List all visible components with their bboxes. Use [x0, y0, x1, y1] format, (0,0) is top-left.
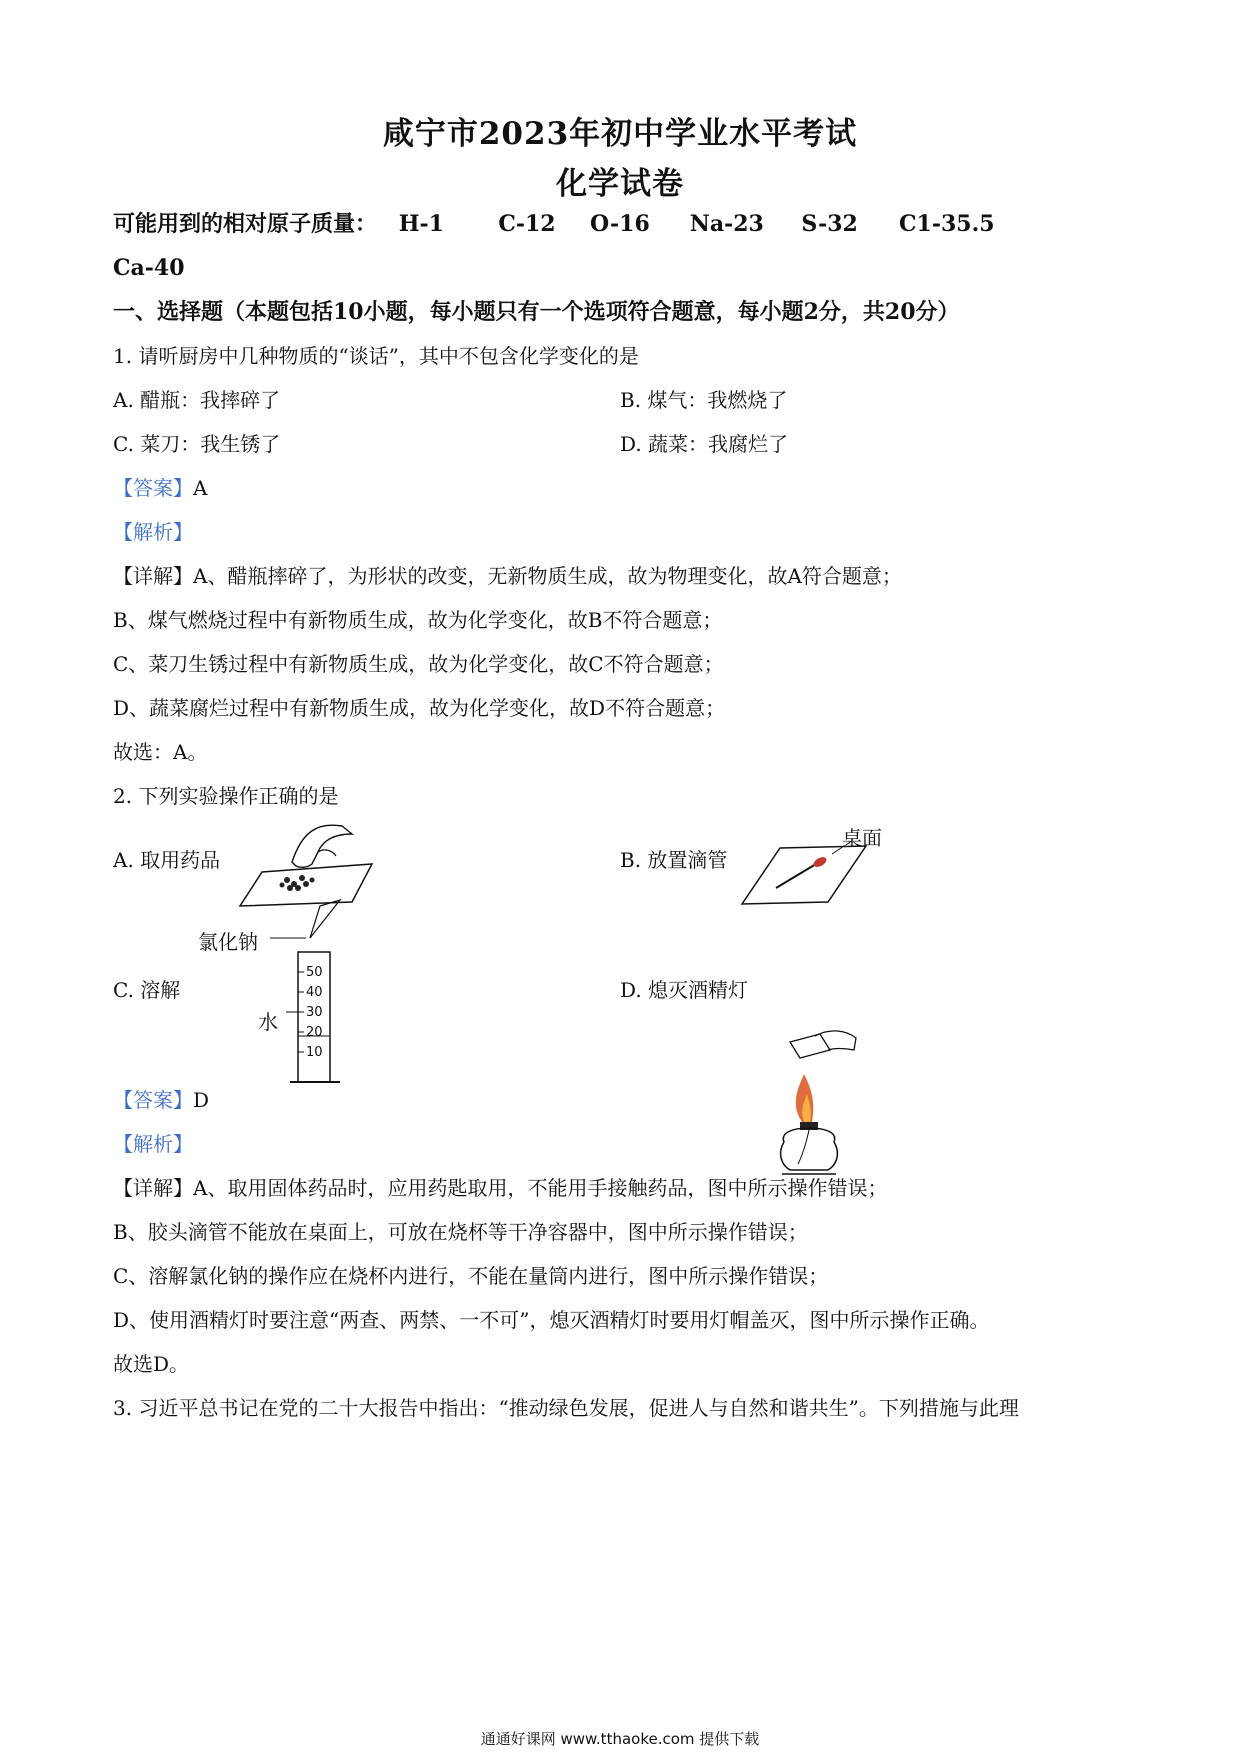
detail-line: C、菜刀生锈过程中有新物质生成，故为化学变化，故C不符合题意；	[113, 652, 724, 676]
question-stem: 1. 请听厨房中几种物质的“谈话”，其中不包含化学变化的是	[113, 344, 639, 368]
answer-tag: 【答案】	[113, 1088, 193, 1112]
detail-line: D、蔬菜腐烂过程中有新物质生成，故为化学变化，故D不符合题意；	[113, 696, 726, 720]
scale-label: 10	[306, 1045, 323, 1060]
answer-value: A	[193, 476, 208, 500]
answer-line	[113, 1086, 209, 1114]
option-c: C. 溶解	[113, 978, 181, 1002]
option-a: A. 取用药品	[113, 848, 221, 872]
scale-label: 20	[306, 1025, 323, 1040]
mass-item: S-32	[801, 211, 858, 237]
graduated-cylinder-figure	[270, 896, 350, 1096]
option-b: B. 煤气：我燃烧了	[620, 388, 788, 412]
detail-text: A、醋瓶摔碎了，为形状的改变，无新物质生成，故为物理变化，故A符合题意；	[193, 564, 902, 588]
option-d: D. 熄灭酒精灯	[620, 978, 749, 1002]
atomic-masses-overflow: Ca-40	[113, 255, 185, 281]
conclusion: 故选D。	[113, 1352, 190, 1376]
water-label: 水	[258, 1010, 278, 1034]
mass-item: C1-35.5	[899, 211, 995, 237]
page-title: 咸宁市2023年初中学业水平考试	[382, 116, 858, 152]
page-subtitle: 化学试卷	[556, 166, 684, 202]
mass-item: C-12	[498, 211, 556, 237]
section-heading: 一、选择题（本题包括10小题，每小题只有一个选项符合题意，每小题2分，共20分）	[113, 299, 960, 325]
conclusion: 故选：A。	[113, 740, 208, 764]
mass-item: Na-23	[689, 211, 764, 237]
answer-line	[113, 474, 207, 502]
page-footer[interactable]: 通通好课网 www.tthaoke.com 提供下载	[480, 1730, 760, 1748]
answer-value: D	[193, 1088, 210, 1112]
question-stem: 2. 下列实验操作正确的是	[113, 784, 339, 808]
answer-tag: 【答案】	[113, 476, 193, 500]
analysis-tag: 【解析】	[113, 520, 193, 544]
mass-item: H-1	[398, 211, 444, 237]
detail-line	[113, 562, 902, 590]
option-b: B. 放置滴管	[620, 848, 728, 872]
detail-line	[113, 1174, 887, 1202]
scale-label: 40	[306, 985, 323, 1000]
detail-tag: 【详解】	[113, 1176, 193, 1200]
scale-label: 50	[306, 965, 323, 980]
detail-line: B、煤气燃烧过程中有新物质生成，故为化学变化，故B不符合题意；	[113, 608, 723, 632]
desk-label: 桌面	[842, 826, 882, 850]
masses-label: 可能用到的相对原子质量：	[113, 211, 378, 237]
detail-line: D、使用酒精灯时要注意“两查、两禁、一不可”，熄灭酒精灯时要用灯帽盖灭，图中所示操作正确。	[113, 1308, 990, 1332]
mass-item: O-16	[590, 211, 650, 237]
option-d: D. 蔬菜：我腐烂了	[620, 432, 789, 456]
place-dropper-figure	[740, 840, 870, 910]
option-a: A. 醋瓶：我摔碎了	[113, 388, 281, 412]
salt-label: 氯化钠	[198, 930, 258, 954]
detail-text: A、取用固体药品时，应用药匙取用，不能用手接触药品，图中所示操作错误；	[193, 1176, 888, 1200]
question-stem: 3. 习近平总书记在党的二十大报告中指出：“推动绿色发展，促进人与自然和谐共生”。下列措施与此理	[113, 1396, 1019, 1420]
atomic-masses	[113, 210, 995, 238]
scale-label: 30	[306, 1005, 323, 1020]
detail-tag: 【详解】	[113, 564, 193, 588]
detail-line: B、胶头滴管不能放在桌面上，可放在烧杯等干净容器中，图中所示操作错误；	[113, 1220, 808, 1244]
option-c: C. 菜刀：我生锈了	[113, 432, 281, 456]
analysis-tag: 【解析】	[113, 1132, 193, 1156]
detail-line: C、溶解氯化钠的操作应在烧杯内进行，不能在量筒内进行，图中所示操作错误；	[113, 1264, 829, 1288]
alcohol-lamp-figure	[760, 1014, 860, 1184]
